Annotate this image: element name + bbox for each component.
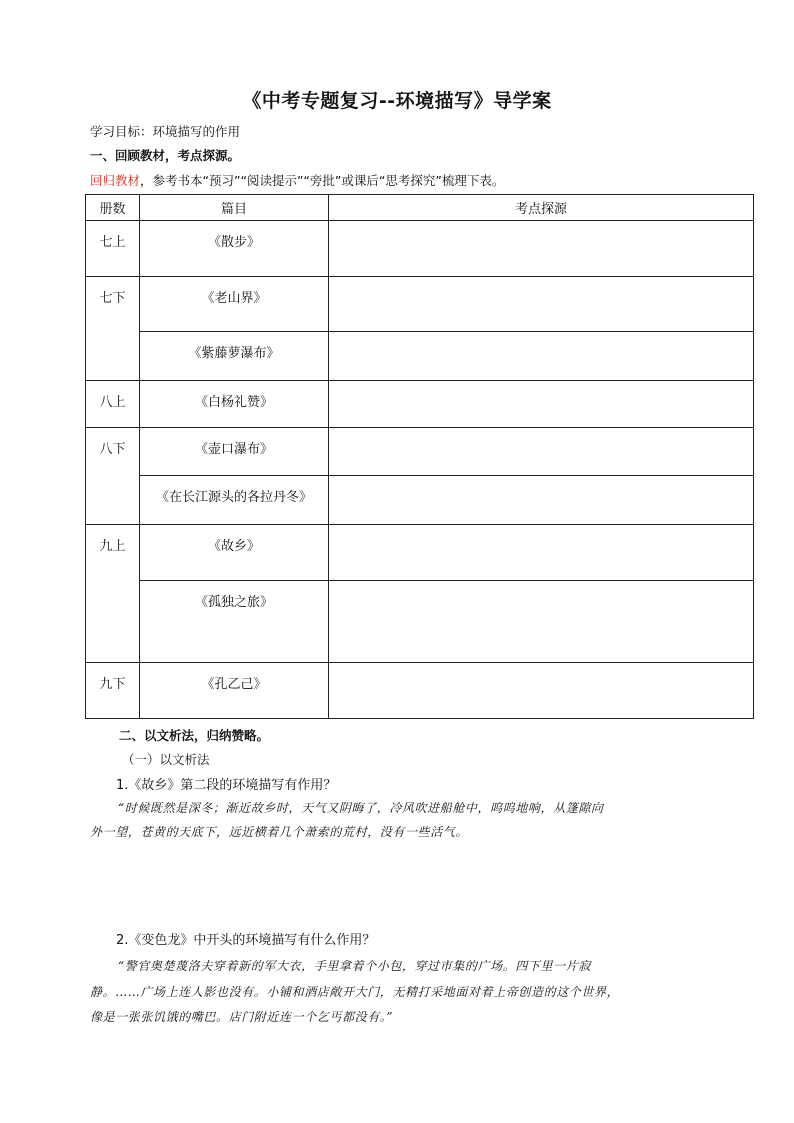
title-cell: 《故乡》 [140, 524, 329, 580]
table-header-row [86, 195, 754, 221]
question-2: 2.《变色龙》中开头的环境描写有什么作用？ [116, 933, 376, 948]
instruction-text: ，参考书本“预习”“阅读提示”“旁批”或课后“思考探究”梳理下表。 [140, 173, 505, 188]
question-2-quote-line: “警官奥楚蔑洛夫穿着新的军大衣，手里拿着个小包，穿过市集的广场。四下里一片寂 [118, 959, 591, 973]
table-row [86, 428, 754, 476]
table-row [86, 662, 754, 718]
section-1-instruction [90, 171, 504, 189]
source-cell [329, 332, 754, 381]
source-cell [329, 580, 754, 662]
source-cell [329, 476, 754, 524]
table-row [86, 277, 754, 332]
source-cell [329, 221, 754, 277]
volume-cell: 八下 [86, 428, 140, 524]
learning-goal: 学习目标：环境描写的作用 [90, 124, 241, 139]
title-cell: 《孔乙己》 [140, 662, 329, 718]
instruction-highlight: 回归教材 [90, 173, 141, 188]
question-2-quote-line: 像是一张张饥饿的嘴巴。店门附近连一个乞丐都没有。” [90, 1010, 394, 1024]
volume-cell: 九上 [86, 524, 140, 662]
question-1: 1.《故乡》第二段的环境描写有作用？ [116, 778, 337, 793]
page-title: 《中考专题复习--环境描写》导学案 [242, 90, 552, 112]
volume-cell: 七上 [86, 221, 140, 277]
table-row [86, 580, 754, 662]
section-2-heading: 二、以文析法，归纳赞略。 [119, 728, 270, 743]
volume-cell: 九下 [86, 662, 140, 718]
question-2-quote-line: 静。……广场上连人影也没有。小铺和酒店敞开大门，无精打采地面对着上帝创造的这个世界， [90, 985, 620, 999]
table-row [86, 221, 754, 277]
title-cell: 《白杨礼赞》 [140, 381, 329, 428]
header-volume: 册数 [86, 195, 140, 221]
volume-cell: 七下 [86, 277, 140, 381]
section-1-heading: 一、回顾教材，考点探源。 [90, 148, 241, 163]
source-cell [329, 662, 754, 718]
table-row [86, 476, 754, 524]
title-cell: 《散步》 [140, 221, 329, 277]
question-1-quote-line: “时候既然是深冬；渐近故乡时，天气又阴晦了，冷风吹进船舱中，呜呜地响，从篷隙向 [118, 801, 604, 815]
header-title: 篇目 [140, 195, 329, 221]
title-cell: 《在长江源头的各拉丹冬》 [140, 476, 329, 524]
volume-cell: 八上 [86, 381, 140, 428]
table-row [86, 524, 754, 580]
table-row [86, 381, 754, 428]
source-cell [329, 428, 754, 476]
section-2-subheading: （一）以文析法 [122, 752, 210, 767]
source-cell [329, 277, 754, 332]
source-table [85, 194, 754, 719]
table-row [86, 332, 754, 381]
header-source: 考点探源 [329, 195, 754, 221]
title-cell: 《孤独之旅》 [140, 580, 329, 662]
title-cell: 《老山界》 [140, 277, 329, 332]
question-1-quote-line: 外一望，苍黄的天底下，远近横着几个萧索的荒村，没有一些活气。 [90, 825, 469, 839]
source-cell [329, 524, 754, 580]
title-cell: 《紫藤萝瀑布》 [140, 332, 329, 381]
source-cell [329, 381, 754, 428]
title-cell: 《壶口瀑布》 [140, 428, 329, 476]
